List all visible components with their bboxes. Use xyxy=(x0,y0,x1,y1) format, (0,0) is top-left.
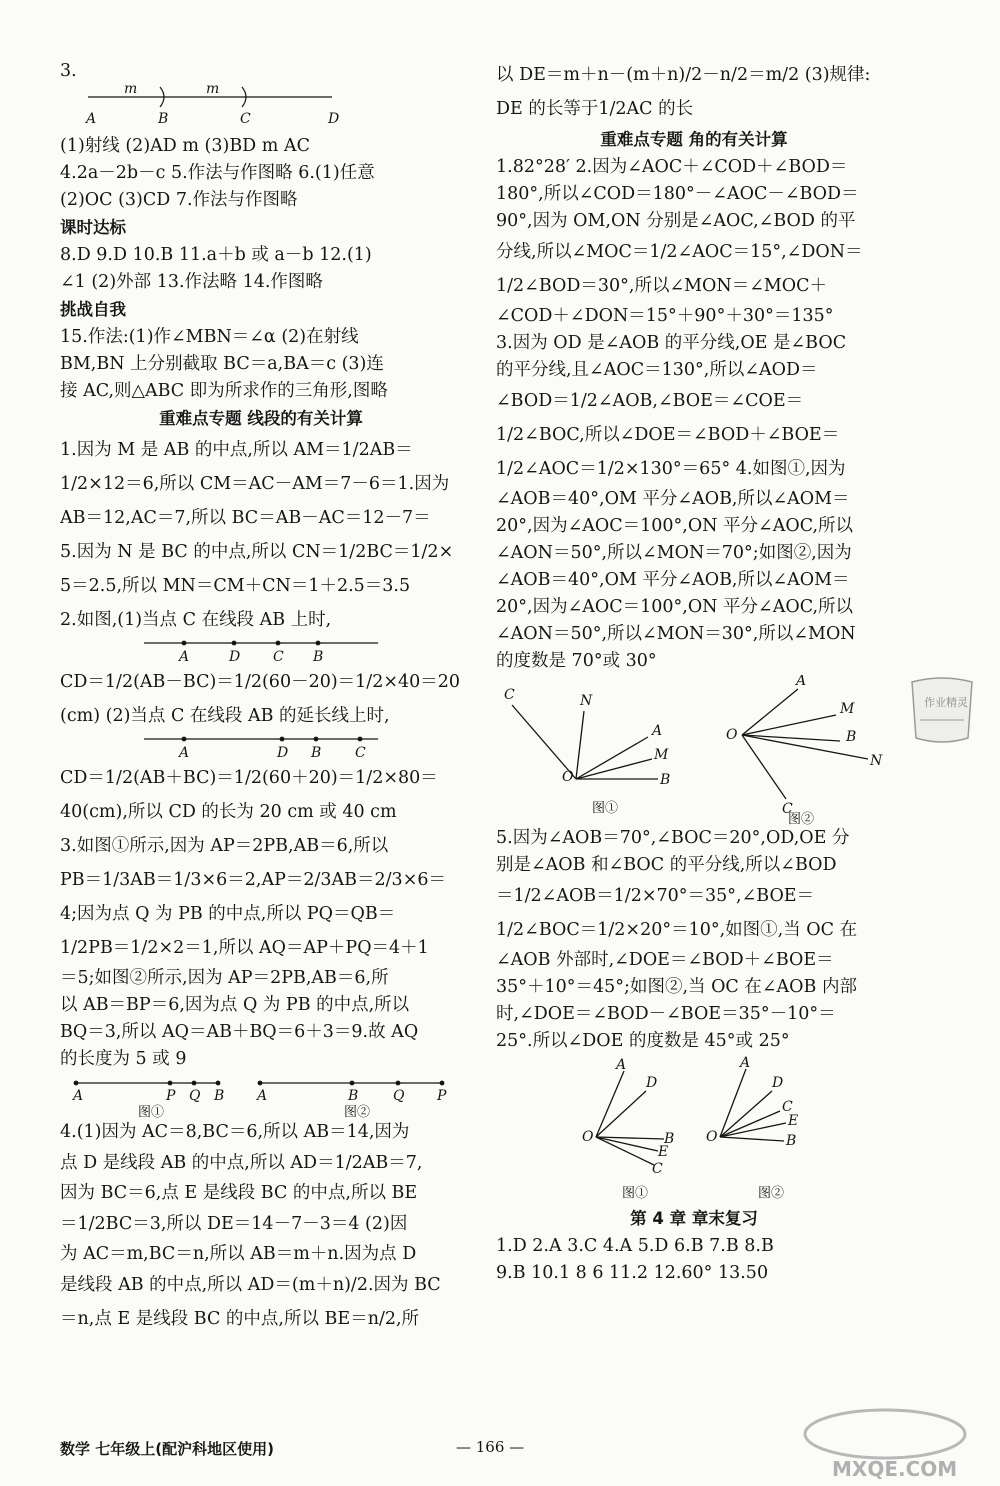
label-A: A xyxy=(796,675,807,689)
ray-OA xyxy=(576,737,648,779)
point xyxy=(440,1081,445,1086)
text-line: 分线,所以∠MOC＝1/2∠AOC＝15°,∠DON＝ xyxy=(496,242,863,262)
label-m: m xyxy=(124,85,138,97)
text-line: ＝1/2BC＝3,所以 DE＝14－7－3＝4 (2)因 xyxy=(60,1214,408,1234)
figure-caption: 图② xyxy=(788,812,815,825)
angle-figures-q5-svg xyxy=(496,1055,892,1205)
segment-figures-q3 xyxy=(60,1073,462,1119)
text-line: 点 D 是线段 AB 的中点,所以 AD＝1/2AB＝7, xyxy=(60,1153,423,1173)
watermark xyxy=(780,1404,990,1482)
section-heading: 课时达标 xyxy=(60,218,126,237)
text-line: 以 AB＝BP＝6,因为点 Q 为 PB 的中点,所以 xyxy=(60,995,410,1015)
label-C: C xyxy=(240,111,251,127)
label-C: C xyxy=(782,1099,793,1115)
label-C: C xyxy=(355,745,366,761)
text-line: 4;因为点 Q 为 PB 的中点,所以 PQ＝QB＝ xyxy=(60,904,396,924)
left-column xyxy=(60,58,462,1336)
segment-figure-q2a-svg xyxy=(60,637,460,665)
label-P: P xyxy=(437,1088,447,1104)
text-line: 时,∠DOE＝∠BOD－∠BOE＝35°－10°＝ xyxy=(496,1004,836,1024)
text-line: PB＝1/3AB＝1/3×6＝2,AP＝2/3AB＝2/3×6＝ xyxy=(60,870,446,890)
text-line: 为 AC＝m,BC＝n,所以 AB＝m＋n.因为点 D xyxy=(60,1244,417,1264)
label-A: A xyxy=(179,649,190,665)
angle-figures-q4 xyxy=(496,675,892,825)
point xyxy=(358,737,363,742)
text-line: BQ＝3,所以 AQ＝AB＋BQ＝6＋3＝9.故 AQ xyxy=(60,1022,419,1042)
text-line: 1/2∠BOC,所以∠DOE＝∠BOD＋∠BOE＝ xyxy=(496,425,840,445)
topic-heading: 重难点专题 角的有关计算 xyxy=(600,130,788,149)
label-A: A xyxy=(179,745,190,761)
label-A: A xyxy=(86,111,97,127)
angle-figures-q4-svg xyxy=(496,675,892,825)
text-line: 是线段 AB 的中点,所以 AD＝(m＋n)/2.因为 BC xyxy=(60,1275,441,1295)
segment-figure-q3-svg xyxy=(60,85,360,133)
right-column xyxy=(496,58,892,1287)
point xyxy=(280,737,285,742)
text-line: 5.因为∠AOB＝70°,∠BOC＝20°,OD,OE 分 xyxy=(496,828,850,848)
ray-OC xyxy=(742,735,786,799)
figure-caption: 图② xyxy=(758,1186,785,1201)
text-line: ＝n,点 E 是线段 BC 的中点,所以 BE＝n/2,所 xyxy=(60,1309,420,1329)
text-line: 1.D 2.A 3.C 4.A 5.D 6.B 7.B 8.B xyxy=(496,1236,774,1256)
text-line: 3.如图①所示,因为 AP＝2PB,AB＝6,所以 xyxy=(60,836,389,856)
point xyxy=(74,1081,79,1086)
text-line: ＝1/2∠AOB＝1/2×70°＝35°,∠BOE＝ xyxy=(496,886,815,906)
watermark-svg xyxy=(780,1404,990,1482)
label-E: E xyxy=(788,1113,799,1129)
figure-caption: 图① xyxy=(138,1105,165,1119)
label-O: O xyxy=(706,1129,718,1145)
ray-ON xyxy=(576,711,584,779)
label-C: C xyxy=(782,801,793,817)
text-line: 8.D 9.D 10.B 11.a＋b 或 a－b 12.(1) xyxy=(60,245,372,265)
text-line: (2)OC (3)CD 7.作法与作图略 xyxy=(60,190,298,210)
text-line: (1)射线 (2)AD m (3)BD m AC xyxy=(60,136,310,156)
label-A: A xyxy=(257,1088,268,1104)
text-line: BM,BN 上分别截取 BC＝a,BA＝c (3)连 xyxy=(60,354,384,374)
text-line: ＝5;如图②所示,因为 AP＝2PB,AB＝6,所 xyxy=(60,968,389,988)
point xyxy=(316,641,321,646)
text-line: 35°＋10°＝45°;如图②,当 OC 在∠AOB 内部 xyxy=(496,977,857,997)
text-line: 1/2×12＝6,所以 CM＝AC－AM＝7－6＝1.因为 xyxy=(60,474,450,494)
footer-subject: 数学 七年级上(配沪科地区使用) xyxy=(60,1440,274,1458)
label-B: B xyxy=(158,111,169,127)
label-D: D xyxy=(646,1075,658,1091)
text-line: 1.82°28′ 2.因为∠AOC＋∠COD＋∠BOD＝ xyxy=(496,157,848,177)
text-line: 3.因为 OD 是∠AOB 的平分线,OE 是∠BOC xyxy=(496,333,847,353)
point xyxy=(168,1081,173,1086)
text-line: 25°.所以∠DOE 的度数是 45°或 25° xyxy=(496,1031,790,1051)
text-line: 15.作法:(1)作∠MBN＝∠α (2)在射线 xyxy=(60,327,359,347)
text-line: ∠COD＋∠DON＝15°＋90°＋30°＝135° xyxy=(496,306,834,326)
text-line: 1/2∠BOC＝1/2×20°＝10°,如图①,当 OC 在 xyxy=(496,920,858,940)
ray-OB xyxy=(720,1137,784,1141)
point xyxy=(232,641,237,646)
text-line: 的度数是 70°或 30° xyxy=(496,651,657,671)
label-D: D xyxy=(328,111,340,127)
label-B: B xyxy=(311,745,322,761)
text-line: 的平分线,且∠AOC＝130°,所以∠AOD＝ xyxy=(496,360,818,380)
text-line: 的长度为 5 或 9 xyxy=(60,1049,187,1069)
label-P: P xyxy=(166,1088,176,1104)
label-B: B xyxy=(348,1088,359,1104)
text-line: 4.2a－2b－c 5.作法与作图略 6.(1)任意 xyxy=(60,163,375,183)
text-line: ∠AOB＝40°,OM 平分∠AOB,所以∠AOM＝ xyxy=(496,570,850,590)
text-line: ∠BOD＝1/2∠AOB,∠BOE＝∠COE＝ xyxy=(496,391,804,411)
label-C: C xyxy=(273,649,284,665)
point xyxy=(350,1081,355,1086)
logo-text: 作业精灵 xyxy=(924,696,968,709)
segment-figure-q2b xyxy=(60,733,462,761)
label-A: A xyxy=(652,723,663,739)
text-line: CD＝1/2(AB＋BC)＝1/2(60＋20)＝1/2×80＝ xyxy=(60,768,438,788)
label-Q: Q xyxy=(393,1088,405,1104)
label-B: B xyxy=(786,1133,797,1149)
section-heading: 挑战自我 xyxy=(60,300,126,319)
brand-logo-svg xyxy=(904,672,980,748)
label-E: E xyxy=(658,1144,669,1160)
text-line: 5＝2.5,所以 MN＝CM＋CN＝1＋2.5＝3.5 xyxy=(60,576,411,596)
text-line: 5.因为 N 是 BC 的中点,所以 CN＝1/2BC＝1/2× xyxy=(60,542,454,562)
point xyxy=(192,1081,197,1086)
ray-OE xyxy=(720,1123,786,1137)
text-line: 20°,因为∠AOC＝100°,ON 平分∠AOC,所以 xyxy=(496,597,854,617)
label-A: A xyxy=(740,1055,751,1071)
segment-figure-q2b-svg xyxy=(60,733,460,761)
l-q3-number: 3. xyxy=(60,61,77,81)
ray-OD xyxy=(720,1091,772,1137)
label-D: D xyxy=(277,745,289,761)
text-line: 1/2PB＝1/2×2＝1,所以 AQ＝AP＋PQ＝4＋1 xyxy=(60,938,429,958)
text-line: CD＝1/2(AB－BC)＝1/2(60－20)＝1/2×40＝20 xyxy=(60,672,461,692)
ray-OM xyxy=(742,715,836,735)
label-C: C xyxy=(504,687,515,703)
text-line: 180°,所以∠COD＝180°－∠AOC－∠BOD＝ xyxy=(496,184,859,204)
page-number: — 166 — xyxy=(456,1438,525,1456)
segment-figures-q3-svg xyxy=(60,1073,462,1119)
figure-caption: 图① xyxy=(622,1186,649,1201)
label-m: m xyxy=(206,85,220,97)
text-line: 1/2∠BOD＝30°,所以∠MON＝∠MOC＋ xyxy=(496,276,828,296)
label-C: C xyxy=(652,1161,663,1177)
label-M: M xyxy=(840,701,855,717)
point xyxy=(216,1081,221,1086)
watermark-ellipse xyxy=(805,1410,965,1458)
text-line: 1/2∠AOC＝1/2×130°＝65° 4.如图①,因为 xyxy=(496,459,846,479)
label-D: D xyxy=(229,649,241,665)
ray-OD xyxy=(596,1091,646,1137)
ray-OM xyxy=(576,759,652,779)
ray-OC xyxy=(596,1137,654,1165)
text-line: ∠1 (2)外部 13.作法略 14.作图略 xyxy=(60,272,323,292)
figure-caption: 图① xyxy=(592,801,619,816)
angle-figures-q5 xyxy=(496,1055,892,1205)
point xyxy=(182,737,187,742)
point xyxy=(314,737,319,742)
text-line: 2.如图,(1)当点 C 在线段 AB 上时, xyxy=(60,610,332,630)
label-O: O xyxy=(582,1129,594,1145)
point xyxy=(182,641,187,646)
label-M: M xyxy=(654,747,669,763)
text-line: DE 的长等于1/2AC 的长 xyxy=(496,99,694,119)
text-line: ∠AOB＝40°,OM 平分∠AOB,所以∠AOM＝ xyxy=(496,489,850,509)
text-line: ∠AON＝50°,所以∠MON＝30°,所以∠MON xyxy=(496,624,856,644)
label-B: B xyxy=(664,1131,675,1147)
segment-figure-q2a xyxy=(60,637,462,665)
label-B: B xyxy=(214,1088,225,1104)
ray-OA xyxy=(596,1071,624,1137)
label-B: B xyxy=(313,649,324,665)
text-line: 4.(1)因为 AC＝8,BC＝6,所以 AB＝14,因为 xyxy=(60,1122,410,1142)
chapter-heading: 第 4 章 章末复习 xyxy=(630,1209,758,1228)
logo-shape xyxy=(912,678,972,742)
brand-logo-icon xyxy=(904,672,980,748)
label-D: D xyxy=(772,1075,784,1091)
watermark-text: MXQE.COM xyxy=(832,1457,958,1481)
label-N: N xyxy=(580,693,593,709)
text-line: ∠AOB 外部时,∠DOE＝∠BOD＋∠BOE＝ xyxy=(496,950,834,970)
label-O: O xyxy=(726,727,738,743)
label-A: A xyxy=(73,1088,84,1104)
label-B: B xyxy=(846,729,857,745)
text-line: 别是∠AOB 和∠BOC 的平分线,所以∠BOD xyxy=(496,855,837,875)
text-line: 9.B 10.1 8 6 11.2 12.60° 13.50 xyxy=(496,1263,769,1283)
text-line: ∠AON＝50°,所以∠MON＝70°;如图②,因为 xyxy=(496,543,852,563)
figure-caption: 图② xyxy=(344,1105,371,1119)
text-line: (cm) (2)当点 C 在线段 AB 的延长线上时, xyxy=(60,706,390,726)
label-A: A xyxy=(616,1057,627,1073)
topic-heading: 重难点专题 线段的有关计算 xyxy=(159,409,363,428)
label-N: N xyxy=(870,753,883,769)
label-B: B xyxy=(660,772,671,788)
text-line: 20°,因为∠AOC＝100°,ON 平分∠AOC,所以 xyxy=(496,516,854,536)
text-line: 90°,因为 OM,ON 分别是∠AOC,∠BOD 的平 xyxy=(496,211,856,231)
text-line: AB＝12,AC＝7,所以 BC＝AB－AC＝12－7＝ xyxy=(60,508,431,528)
segment-figure-q3 xyxy=(60,85,462,133)
point xyxy=(276,641,281,646)
text-line: 接 AC,则△ABC 即为所求作的三角形,图略 xyxy=(60,381,388,401)
point xyxy=(396,1081,401,1086)
label-O: O xyxy=(562,769,574,785)
text-line: 40(cm),所以 CD 的长为 20 cm 或 40 cm xyxy=(60,802,397,822)
text-line: 1.因为 M 是 AB 的中点,所以 AM＝1/2AB＝ xyxy=(60,440,413,460)
text-line: 因为 BC＝6,点 E 是线段 BC 的中点,所以 BE xyxy=(60,1183,418,1203)
ray-OA xyxy=(742,689,798,735)
point xyxy=(258,1081,263,1086)
label-Q: Q xyxy=(189,1088,201,1104)
text-line: 以 DE＝m＋n－(m＋n)/2－n/2＝m/2 (3)规律: xyxy=(496,65,871,85)
ray-OC xyxy=(512,705,576,779)
